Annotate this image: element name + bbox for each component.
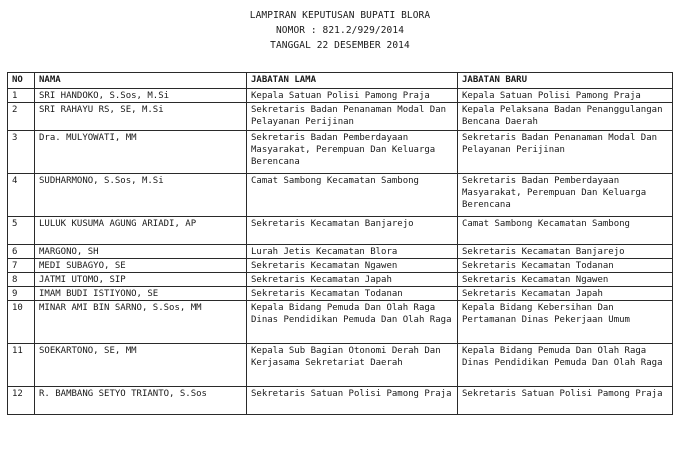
cell-no: 9 — [8, 287, 35, 301]
table-row — [8, 301, 673, 344]
table-row — [8, 131, 673, 174]
cell-jabatan-lama: Sekretaris Satuan Polisi Pamong Praja — [247, 387, 458, 415]
table-row — [8, 89, 673, 103]
col-header-no: NO — [8, 73, 35, 89]
cell-nama: IMAM BUDI ISTIYONO, SE — [35, 287, 247, 301]
cell-no: 5 — [8, 217, 35, 245]
cell-jabatan-lama: Sekretaris Kecamatan Japah — [247, 273, 458, 287]
cell-jabatan-lama: Kepala Satuan Polisi Pamong Praja — [247, 89, 458, 103]
cell-jabatan-baru: Sekretaris Badan Pemberdayaan Masyarakat, Perempuan Dan Keluarga Berencana — [458, 174, 673, 217]
table-row — [8, 387, 673, 415]
col-header-jabatan-baru: JABATAN BARU — [458, 73, 673, 89]
cell-nama: SUDHARMONO, S.Sos, M.Si — [35, 174, 247, 217]
appointment-table — [7, 72, 673, 415]
cell-nama: MINAR AMI BIN SARNO, S.Sos, MM — [35, 301, 247, 344]
cell-nama: LULUK KUSUMA AGUNG ARIADI, AP — [35, 217, 247, 245]
cell-nama: MARGONO, SH — [35, 245, 247, 259]
cell-nama: SOEKARTONO, SE, MM — [35, 344, 247, 387]
cell-jabatan-baru: Kepala Bidang Pemuda Dan Olah Raga Dinas Pendidikan Pemuda Dan Olah Raga — [458, 344, 673, 387]
cell-jabatan-lama: Sekretaris Badan Pemberdayaan Masyarakat, Perempuan Dan Keluarga Berencana — [247, 131, 458, 174]
cell-nama: SRI RAHAYU RS, SE, M.Si — [35, 103, 247, 131]
cell-no: 12 — [8, 387, 35, 415]
table-row — [8, 273, 673, 287]
header-title: LAMPIRAN KEPUTUSAN BUPATI BLORA — [249, 10, 431, 21]
cell-no: 8 — [8, 273, 35, 287]
cell-no: 2 — [8, 103, 35, 131]
cell-jabatan-lama: Kepala Sub Bagian Otonomi Derah Dan Kerjasama Sekretariat Daerah — [247, 344, 458, 387]
cell-jabatan-baru: Sekretaris Kecamatan Ngawen — [458, 273, 673, 287]
cell-jabatan-lama: Sekretaris Kecamatan Ngawen — [247, 259, 458, 273]
cell-jabatan-baru: Sekretaris Kecamatan Banjarejo — [458, 245, 673, 259]
cell-jabatan-lama: Camat Sambong Kecamatan Sambong — [247, 174, 458, 217]
cell-jabatan-lama: Sekretaris Kecamatan Todanan — [247, 287, 458, 301]
cell-no: 10 — [8, 301, 35, 344]
col-header-jabatan-lama: JABATAN LAMA — [247, 73, 458, 89]
cell-nama: JATMI UTOMO, SIP — [35, 273, 247, 287]
cell-no: 7 — [8, 259, 35, 273]
table-row — [8, 217, 673, 245]
cell-nama: Dra. MULYOWATI, MM — [35, 131, 247, 174]
col-header-nama: NAMA — [35, 73, 247, 89]
cell-nama: SRI HANDOKO, S.Sos, M.Si — [35, 89, 247, 103]
header-date: TANGGAL 22 DESEMBER 2014 — [270, 40, 410, 51]
table-row — [8, 287, 673, 301]
cell-nama: R. BAMBANG SETYO TRIANTO, S.Sos — [35, 387, 247, 415]
cell-no: 6 — [8, 245, 35, 259]
document-header — [0, 8, 680, 53]
cell-jabatan-baru: Kepala Pelaksana Badan Penanggulangan Bencana Daerah — [458, 103, 673, 131]
cell-no: 3 — [8, 131, 35, 174]
table-row — [8, 174, 673, 217]
cell-jabatan-lama: Sekretaris Badan Penanaman Modal Dan Pelayanan Perijinan — [247, 103, 458, 131]
cell-jabatan-baru: Sekretaris Badan Penanaman Modal Dan Pelayanan Perijinan — [458, 131, 673, 174]
cell-no: 11 — [8, 344, 35, 387]
table-header-row — [8, 73, 673, 89]
cell-nama: MEDI SUBAGYO, SE — [35, 259, 247, 273]
cell-jabatan-baru: Kepala Satuan Polisi Pamong Praja — [458, 89, 673, 103]
table-row — [8, 245, 673, 259]
cell-jabatan-lama: Kepala Bidang Pemuda Dan Olah Raga Dinas Pendidikan Pemuda Dan Olah Raga — [247, 301, 458, 344]
cell-jabatan-lama: Lurah Jetis Kecamatan Blora — [247, 245, 458, 259]
cell-jabatan-baru: Sekretaris Kecamatan Japah — [458, 287, 673, 301]
cell-jabatan-baru: Sekretaris Satuan Polisi Pamong Praja — [458, 387, 673, 415]
table-row — [8, 259, 673, 273]
table-row — [8, 344, 673, 387]
cell-no: 1 — [8, 89, 35, 103]
header-decree-number: NOMOR : 821.2/929/2014 — [275, 25, 405, 36]
cell-no: 4 — [8, 174, 35, 217]
cell-jabatan-lama: Sekretaris Kecamatan Banjarejo — [247, 217, 458, 245]
table-row — [8, 103, 673, 131]
cell-jabatan-baru: Kepala Bidang Kebersihan Dan Pertamanan Dinas Pekerjaan Umum — [458, 301, 673, 344]
cell-jabatan-baru: Sekretaris Kecamatan Todanan — [458, 259, 673, 273]
cell-jabatan-baru: Camat Sambong Kecamatan Sambong — [458, 217, 673, 245]
